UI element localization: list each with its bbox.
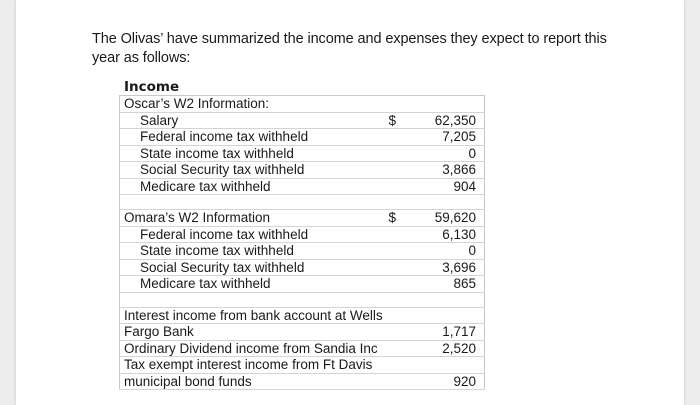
currency-symbol — [385, 243, 405, 260]
currency-symbol — [385, 226, 405, 243]
row-amount: 0 — [405, 145, 485, 162]
spacer-cell — [120, 292, 385, 307]
income-table — [119, 95, 485, 390]
table-row — [120, 259, 485, 276]
row-label: Medicare tax withheld — [120, 276, 385, 293]
row-label: Medicare tax withheld — [120, 178, 385, 195]
intro-paragraph: The Olivas’ have summarized the income and expenses they expect to report this year as follows: — [92, 31, 607, 66]
table-row — [120, 145, 485, 162]
row-amount: 6,130 — [405, 226, 485, 243]
row-label: State income tax withheld — [120, 243, 385, 260]
spacer-row — [120, 292, 485, 307]
currency-symbol — [385, 259, 405, 276]
currency-symbol: $ — [385, 112, 405, 129]
currency-symbol — [385, 129, 405, 146]
table-row — [120, 178, 485, 195]
row-label: Federal income tax withheld — [120, 226, 385, 243]
document-page — [16, 0, 684, 405]
currency-symbol — [385, 357, 405, 374]
currency-symbol — [385, 162, 405, 179]
table-row — [120, 129, 485, 146]
income-heading: Income — [124, 79, 180, 95]
table-row — [120, 162, 485, 179]
spacer-cell — [405, 292, 485, 307]
currency-symbol — [385, 96, 405, 113]
row-amount: 0 — [405, 243, 485, 260]
row-label: Ordinary Dividend income from Sandia Inc — [120, 340, 385, 357]
table-row — [120, 210, 485, 227]
currency-symbol — [385, 307, 405, 324]
currency-symbol — [385, 145, 405, 162]
income-table-container — [119, 79, 484, 390]
row-amount: 1,717 — [405, 324, 485, 341]
row-amount: 62,350 — [405, 112, 485, 129]
row-amount: 3,866 — [405, 162, 485, 179]
table-row — [120, 112, 485, 129]
row-amount: 7,205 — [405, 129, 485, 146]
table-row — [120, 276, 485, 293]
table-row — [120, 340, 485, 357]
table-row — [120, 357, 485, 374]
spacer-cell — [405, 195, 485, 210]
row-label: Oscar’s W2 Information: — [120, 96, 385, 113]
row-label: Social Security tax withheld — [120, 259, 385, 276]
table-row — [120, 373, 485, 390]
spacer-cell — [385, 292, 405, 307]
row-label: Omara’s W2 Information — [120, 210, 385, 227]
currency-symbol — [385, 276, 405, 293]
row-amount — [405, 96, 485, 113]
row-amount: 904 — [405, 178, 485, 195]
row-amount — [405, 307, 485, 324]
row-label: State income tax withheld — [120, 145, 385, 162]
table-row — [120, 96, 485, 113]
row-amount: 920 — [405, 373, 485, 390]
row-amount: 3,696 — [405, 259, 485, 276]
row-label: Fargo Bank — [120, 324, 385, 341]
table-row — [120, 307, 485, 324]
table-row — [120, 243, 485, 260]
table-row — [120, 226, 485, 243]
row-amount: 2,520 — [405, 340, 485, 357]
row-amount: 865 — [405, 276, 485, 293]
row-label: Tax exempt interest income from Ft Davis — [120, 357, 385, 374]
row-label: Interest income from bank account at Wells — [120, 307, 385, 324]
row-amount — [405, 357, 485, 374]
spacer-row — [120, 195, 485, 210]
table-row — [120, 324, 485, 341]
row-amount: 59,620 — [405, 210, 485, 227]
row-label: Salary — [120, 112, 385, 129]
spacer-cell — [120, 195, 385, 210]
currency-symbol — [385, 324, 405, 341]
currency-symbol — [385, 373, 405, 390]
row-label: municipal bond funds — [120, 373, 385, 390]
currency-symbol — [385, 340, 405, 357]
currency-symbol: $ — [385, 210, 405, 227]
spacer-cell — [385, 195, 405, 210]
row-label: Social Security tax withheld — [120, 162, 385, 179]
currency-symbol — [385, 178, 405, 195]
row-label: Federal income tax withheld — [120, 129, 385, 146]
